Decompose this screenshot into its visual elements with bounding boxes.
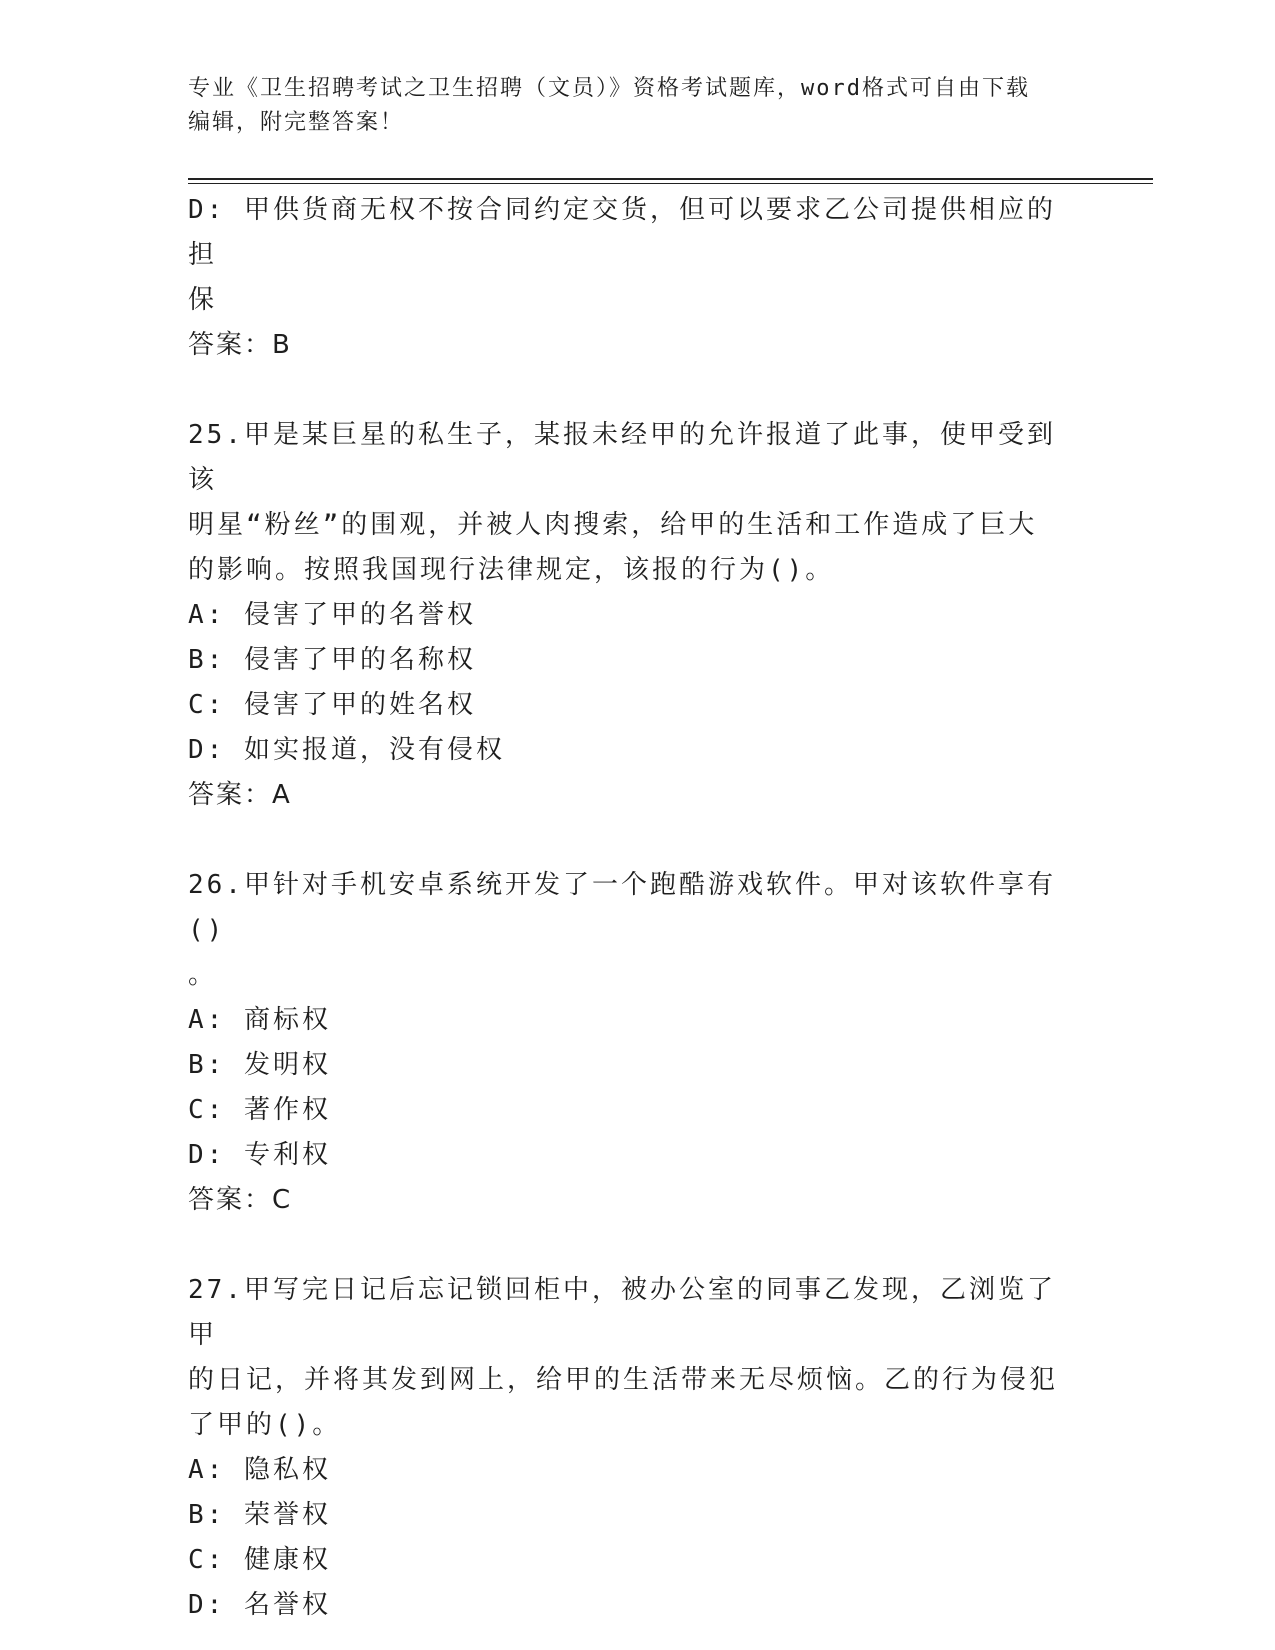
question-stem-line: 26.甲针对手机安卓系统开发了一个跑酷游戏软件。甲对该软件享有() (188, 870, 1056, 945)
option-c: C: 著作权 (188, 1095, 331, 1125)
question-25 (188, 413, 1058, 818)
option-d: D: 专利权 (188, 1140, 331, 1170)
header-rule-thick (188, 178, 1153, 180)
document-header (188, 72, 1088, 140)
option-d: D: 如实报道，没有侵权 (188, 735, 505, 765)
answer: 答案：A (188, 780, 292, 810)
option-b: B: 发明权 (188, 1050, 331, 1080)
question-stem-line: 。 (188, 960, 218, 990)
question-stem-line: 25.甲是某巨星的私生子，某报未经甲的允许报道了此事，使甲受到该 (188, 420, 1056, 495)
question-24-tail (188, 188, 1058, 368)
option-a: A: 隐私权 (188, 1455, 331, 1485)
header-line-2: 编辑，附完整答案！ (188, 110, 405, 135)
header-rule-thin (188, 183, 1153, 184)
option-c: C: 侵害了甲的姓名权 (188, 690, 476, 720)
question-stem-line: 了甲的()。 (188, 1410, 342, 1440)
option-a: A: 商标权 (188, 1005, 331, 1035)
question-26 (188, 863, 1058, 1223)
question-stem-line: 的日记，并将其发到网上，给甲的生活带来无尽烦恼。乙的行为侵犯 (188, 1365, 1059, 1395)
question-stem-line: 明星“粉丝”的围观，并被人肉搜索，给甲的生活和工作造成了巨大 (188, 510, 1038, 540)
option-b: B: 侵害了甲的名称权 (188, 645, 476, 675)
header-line-1: 专业《卫生招聘考试之卫生招聘（文员）》资格考试题库，word格式可自由下载 (188, 76, 1030, 101)
answer: 答案：B (188, 330, 292, 360)
option-b: B: 荣誉权 (188, 1500, 331, 1530)
question-stem-line: 27.甲写完日记后忘记锁回柜中，被办公室的同事乙发现，乙浏览了甲 (188, 1275, 1056, 1350)
option-c: C: 健康权 (188, 1545, 331, 1575)
option-a: A: 侵害了甲的名誉权 (188, 600, 476, 630)
option-d: D: 甲供货商无权不按合同约定交货，但可以要求乙公司提供相应的担 (188, 195, 1056, 270)
option-d-continued: 保 (188, 285, 218, 315)
option-d: D: 名誉权 (188, 1590, 331, 1620)
question-27 (188, 1268, 1058, 1628)
question-stem-line: 的影响。按照我国现行法律规定，该报的行为()。 (188, 555, 835, 585)
answer: 答案：C (188, 1185, 293, 1215)
document-body (188, 188, 1058, 1628)
